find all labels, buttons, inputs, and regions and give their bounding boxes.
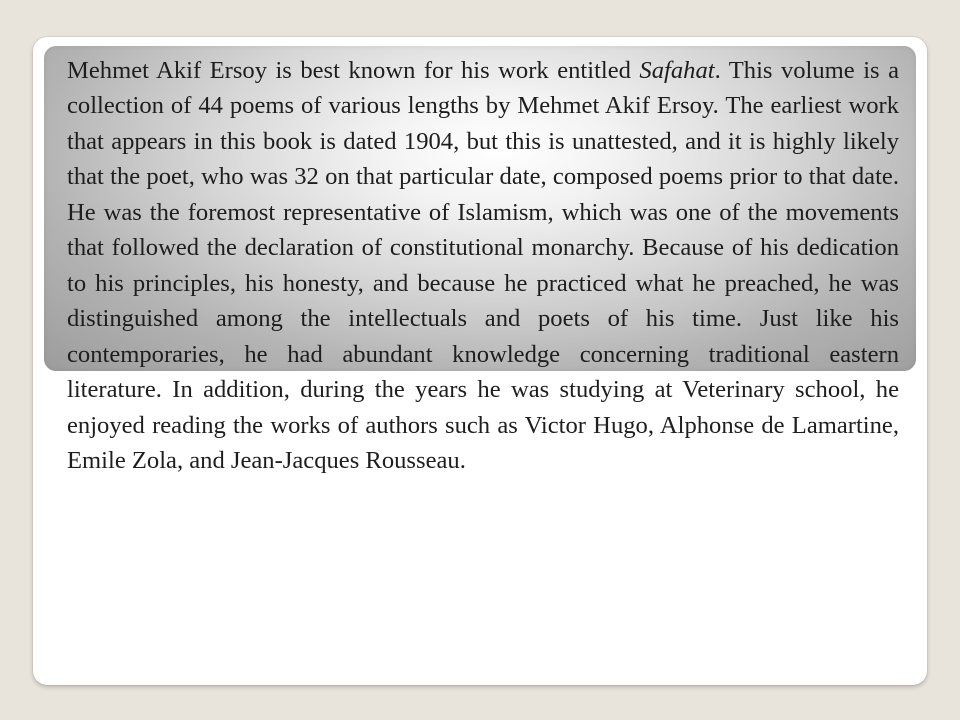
body-paragraph: [67, 53, 899, 478]
work-title: Safahat: [639, 57, 715, 84]
paragraph-rest: . This volume is a collection of 44 poems of various lengths by Mehmet Akif Ersoy. The earliest work that appears in this book is dated 1904, but this is unattested, and it is highly likely that the poet, who was 32 on that particular date, composed poems prior to that date. He was the foremost representative of Islamism, which was one of the movements that followed the declaration of constitutional monarchy. Because of his dedication to his principles, his honesty, and because he practiced what he preached, he was distinguished among the intellectuals and poets of his time. Just like his contemporaries, he had abundant knowledge concerning traditional eastern literature. In addition, during the years he was studying at Veterinary school, he enjoyed reading the works of authors such as Victor Hugo, Alphonse de Lamartine, Emile Zola, and Jean-Jacques Rousseau.: [67, 57, 899, 474]
paragraph-intro: Mehmet Akif Ersoy is best known for his work entitled: [67, 57, 640, 84]
